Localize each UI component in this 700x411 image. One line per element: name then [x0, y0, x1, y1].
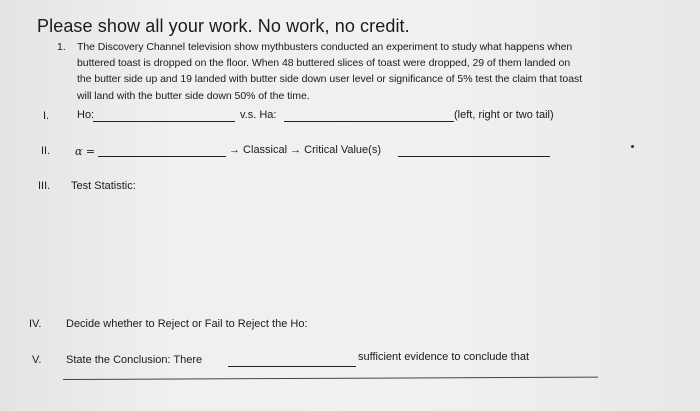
tail-note: (left, right or two tail)	[454, 109, 554, 121]
test-statistic-label: Test Statistic:	[71, 180, 136, 192]
ho-answer-blank[interactable]	[93, 121, 235, 122]
problem-number: 1.	[57, 41, 66, 53]
conclusion-label-end: sufficient evidence to conclude that	[358, 351, 530, 363]
problem-text-line-2: buttered toast is dropped on the floor. When 48 buttered slices of toast were dropped, 29 of them landed on	[77, 57, 571, 69]
ink-speck	[631, 145, 634, 148]
problem-text-line-3: the butter side up and 19 landed with butter side down user level or significance of 5% test the claim that toast	[77, 73, 583, 85]
part-i-numeral: I.	[43, 110, 50, 122]
page-heading: Please show all your work. No work, no credit.	[37, 16, 410, 36]
critical-value-label: → Classical → Critical Value(s)	[229, 144, 381, 156]
conclusion-answer-blank[interactable]	[228, 366, 356, 367]
conclusion-continuation-line[interactable]	[63, 377, 598, 380]
critical-value-answer-blank[interactable]	[398, 156, 550, 157]
part-iv-numeral: IV.	[29, 318, 42, 330]
part-iii-numeral: III.	[38, 180, 51, 192]
ha-label: v.s. Ha:	[240, 109, 277, 121]
alpha-answer-blank[interactable]	[98, 156, 226, 157]
problem-text-line-4: will land with the butter side down 50% of the time.	[77, 90, 310, 102]
decision-label: Decide whether to Reject or Fail to Reject the Ho:	[66, 318, 308, 330]
ha-answer-blank[interactable]	[284, 121, 454, 122]
alpha-label: α =	[75, 145, 96, 158]
problem-text-line-1: The Discovery Channel television show mythbusters conducted an experiment to study what happens when	[77, 41, 573, 53]
part-ii-numeral: II.	[41, 145, 51, 157]
part-v-numeral: V.	[32, 354, 42, 366]
conclusion-label-start: State the Conclusion: There	[66, 354, 203, 366]
ho-label: Ho:	[77, 109, 95, 121]
